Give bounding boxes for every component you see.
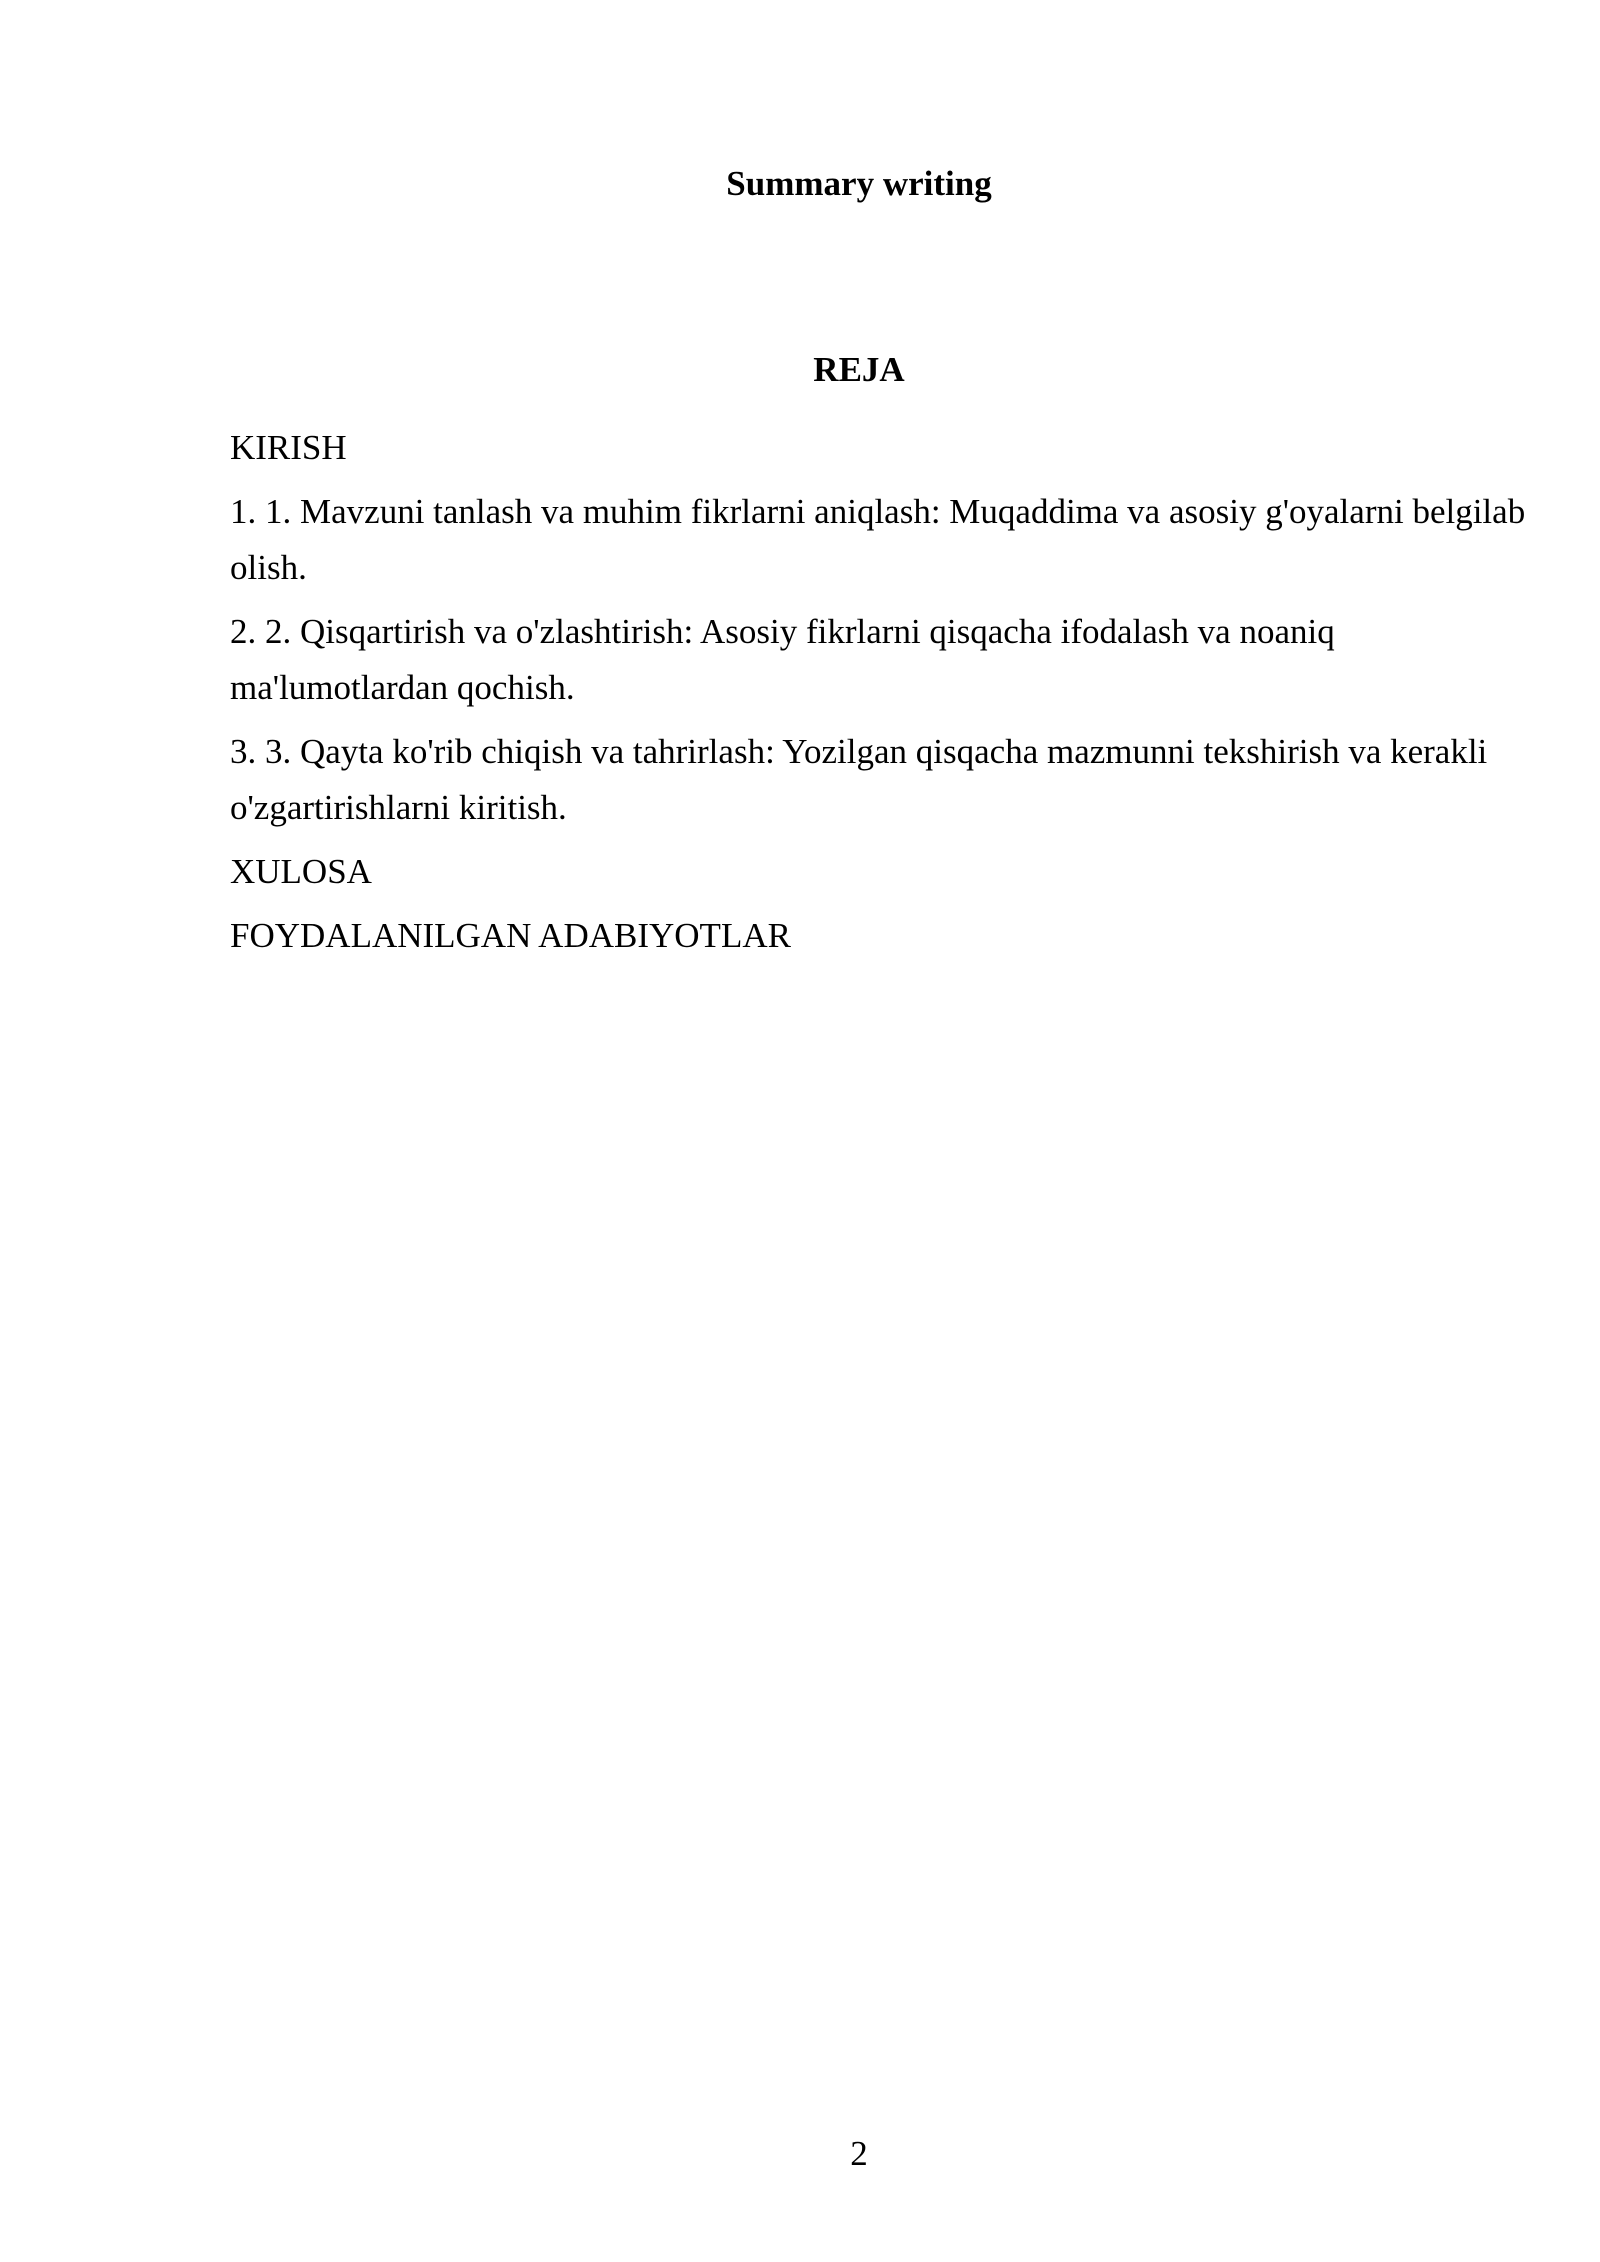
plan-item-2: 2. 2. Qisqartirish va o'zlashtirish: Asosiy fikrlarni qisqacha ifodalash va noaniq ma'lumotlardan qochish. <box>230 612 1335 707</box>
plan-item-conclusion: XULOSA <box>230 852 372 891</box>
page-number: 2 <box>850 2134 868 2173</box>
plan-item-introduction: KIRISH <box>230 428 347 467</box>
plan-list <box>230 420 1530 972</box>
document-title: Summary writing <box>726 164 992 203</box>
plan-item-references: FOYDALANILGAN ADABIYOTLAR <box>230 916 791 955</box>
plan-item-3: 3. 3. Qayta ko'rib chiqish va tahrirlash: Yozilgan qisqacha mazmunni tekshirish va kerakli o'zgartirishlarni kiritish. <box>230 732 1488 827</box>
plan-item-1: 1. 1. Mavzuni tanlash va muhim fikrlarni aniqlash: Muqaddima va asosiy g'oyalarni belgilab olish. <box>230 492 1526 587</box>
plan-heading: REJA <box>813 350 905 389</box>
